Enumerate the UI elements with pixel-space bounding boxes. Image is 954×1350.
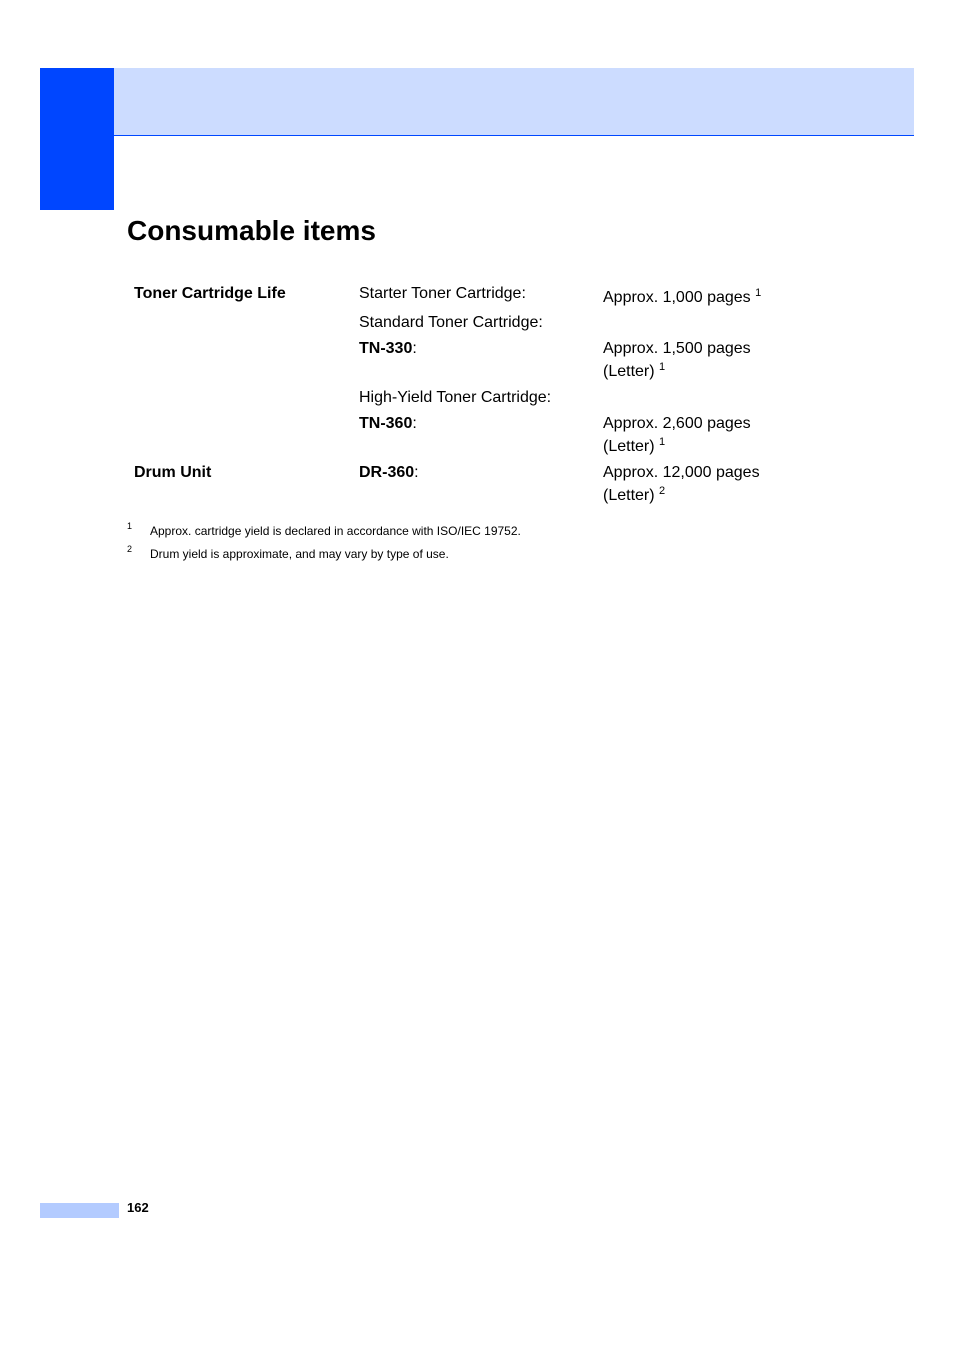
tn360-value [603,412,903,458]
tn360-pages: Approx. 2,600 pages [603,415,751,432]
chapter-header-band [114,68,914,136]
high-yield-toner-desc: High-Yield Toner Cartridge: [359,389,552,406]
footnote-text: Drum yield is approximate, and may vary by type of use. [150,547,449,561]
dr360-model: DR-360: [359,464,419,481]
tn360-model-name: TN-360 [359,415,413,432]
tn330-model-name: TN-330 [359,340,413,357]
dr360-model-name: DR-360 [359,464,415,481]
footnote-ref: 1 [755,287,762,299]
tn330-paper-size: (Letter) [603,363,655,380]
dr360-value [603,461,903,507]
footnote-ref: 1 [659,436,666,448]
starter-toner-pages: Approx. 1,000 pages [603,289,751,306]
standard-toner-desc: Standard Toner Cartridge: [359,314,543,331]
tn330-model: TN-330: [359,340,417,357]
footnote-ref: 1 [659,361,666,373]
chapter-tab [40,68,114,210]
footnote-mark: 1 [127,521,133,531]
tn360-model: TN-360: [359,415,417,432]
page-number: 162 [127,1200,149,1215]
page-title: Consumable items [127,215,376,246]
footnote-mark: 2 [127,544,133,554]
toner-cartridge-life-label: Toner Cartridge Life [134,285,286,302]
starter-toner-desc: Starter Toner Cartridge: [359,285,526,302]
tn330-pages: Approx. 1,500 pages [603,340,751,357]
drum-unit-label: Drum Unit [134,464,212,481]
footer-band [40,1203,119,1218]
footnote-ref: 2 [659,485,666,497]
footnote-text: Approx. cartridge yield is declared in accordance with ISO/IEC 19752. [150,524,521,538]
dr360-paper-size: (Letter) [603,487,655,504]
tn330-value [603,337,903,383]
tn360-paper-size: (Letter) [603,438,655,455]
dr360-pages: Approx. 12,000 pages [603,464,760,481]
starter-toner-value [603,286,903,309]
